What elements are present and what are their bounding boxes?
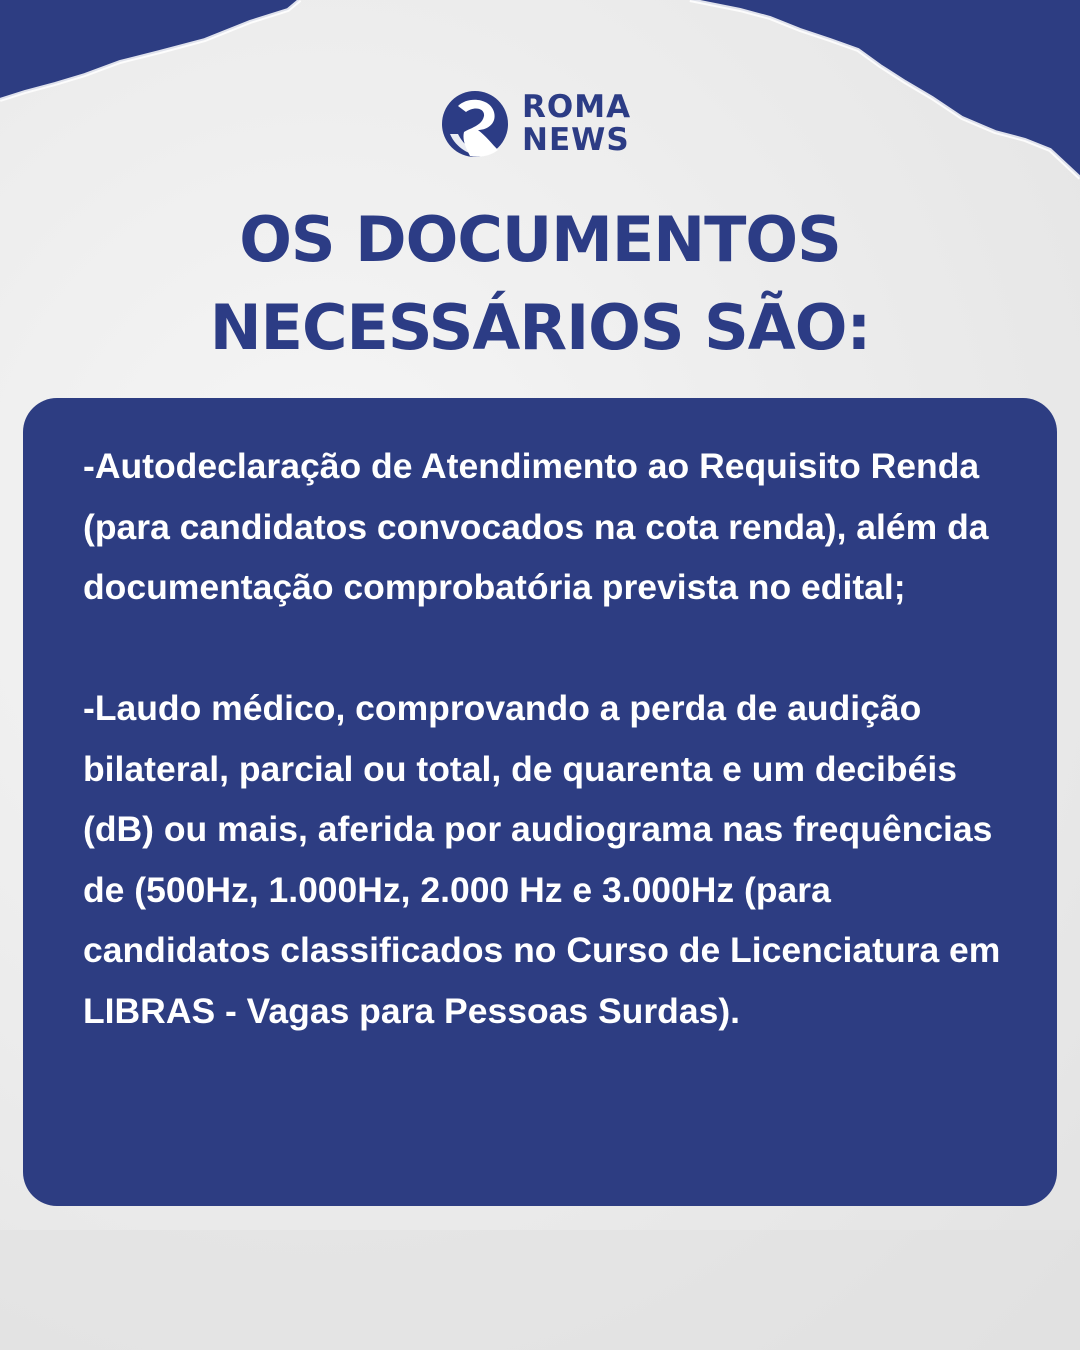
- document-item-income: -Autodeclaração de Atendimento ao Requisito Renda (para candidatos convocados na cota renda), além da documentação comprobatória prevista no edital;: [83, 446, 989, 607]
- roma-news-logo-icon: [440, 86, 510, 162]
- headline-line1: OS DOCUMENTOS: [239, 203, 841, 276]
- headline: [0, 196, 1080, 372]
- brand-name-line2: NEWS: [522, 122, 630, 158]
- headline-line2: NECESSÁRIOS SÃO:: [209, 291, 871, 364]
- brand-logo: [440, 84, 631, 164]
- brand-name-line1: ROMA: [522, 89, 632, 125]
- brand-name: [522, 91, 631, 157]
- documents-card: [23, 398, 1057, 1206]
- document-item-medical-report: -Laudo médico, comprovando a perda de audição bilateral, parcial ou total, de quarenta e um decibéis (dB) ou mais, aferida por audiograma nas frequências de (500Hz, 1.000Hz, 2.000 Hz e 3.000Hz (para candidatos classificados no Curso de Licenciatura em LIBRAS - Vagas para Pessoas Surdas).: [83, 688, 1001, 1031]
